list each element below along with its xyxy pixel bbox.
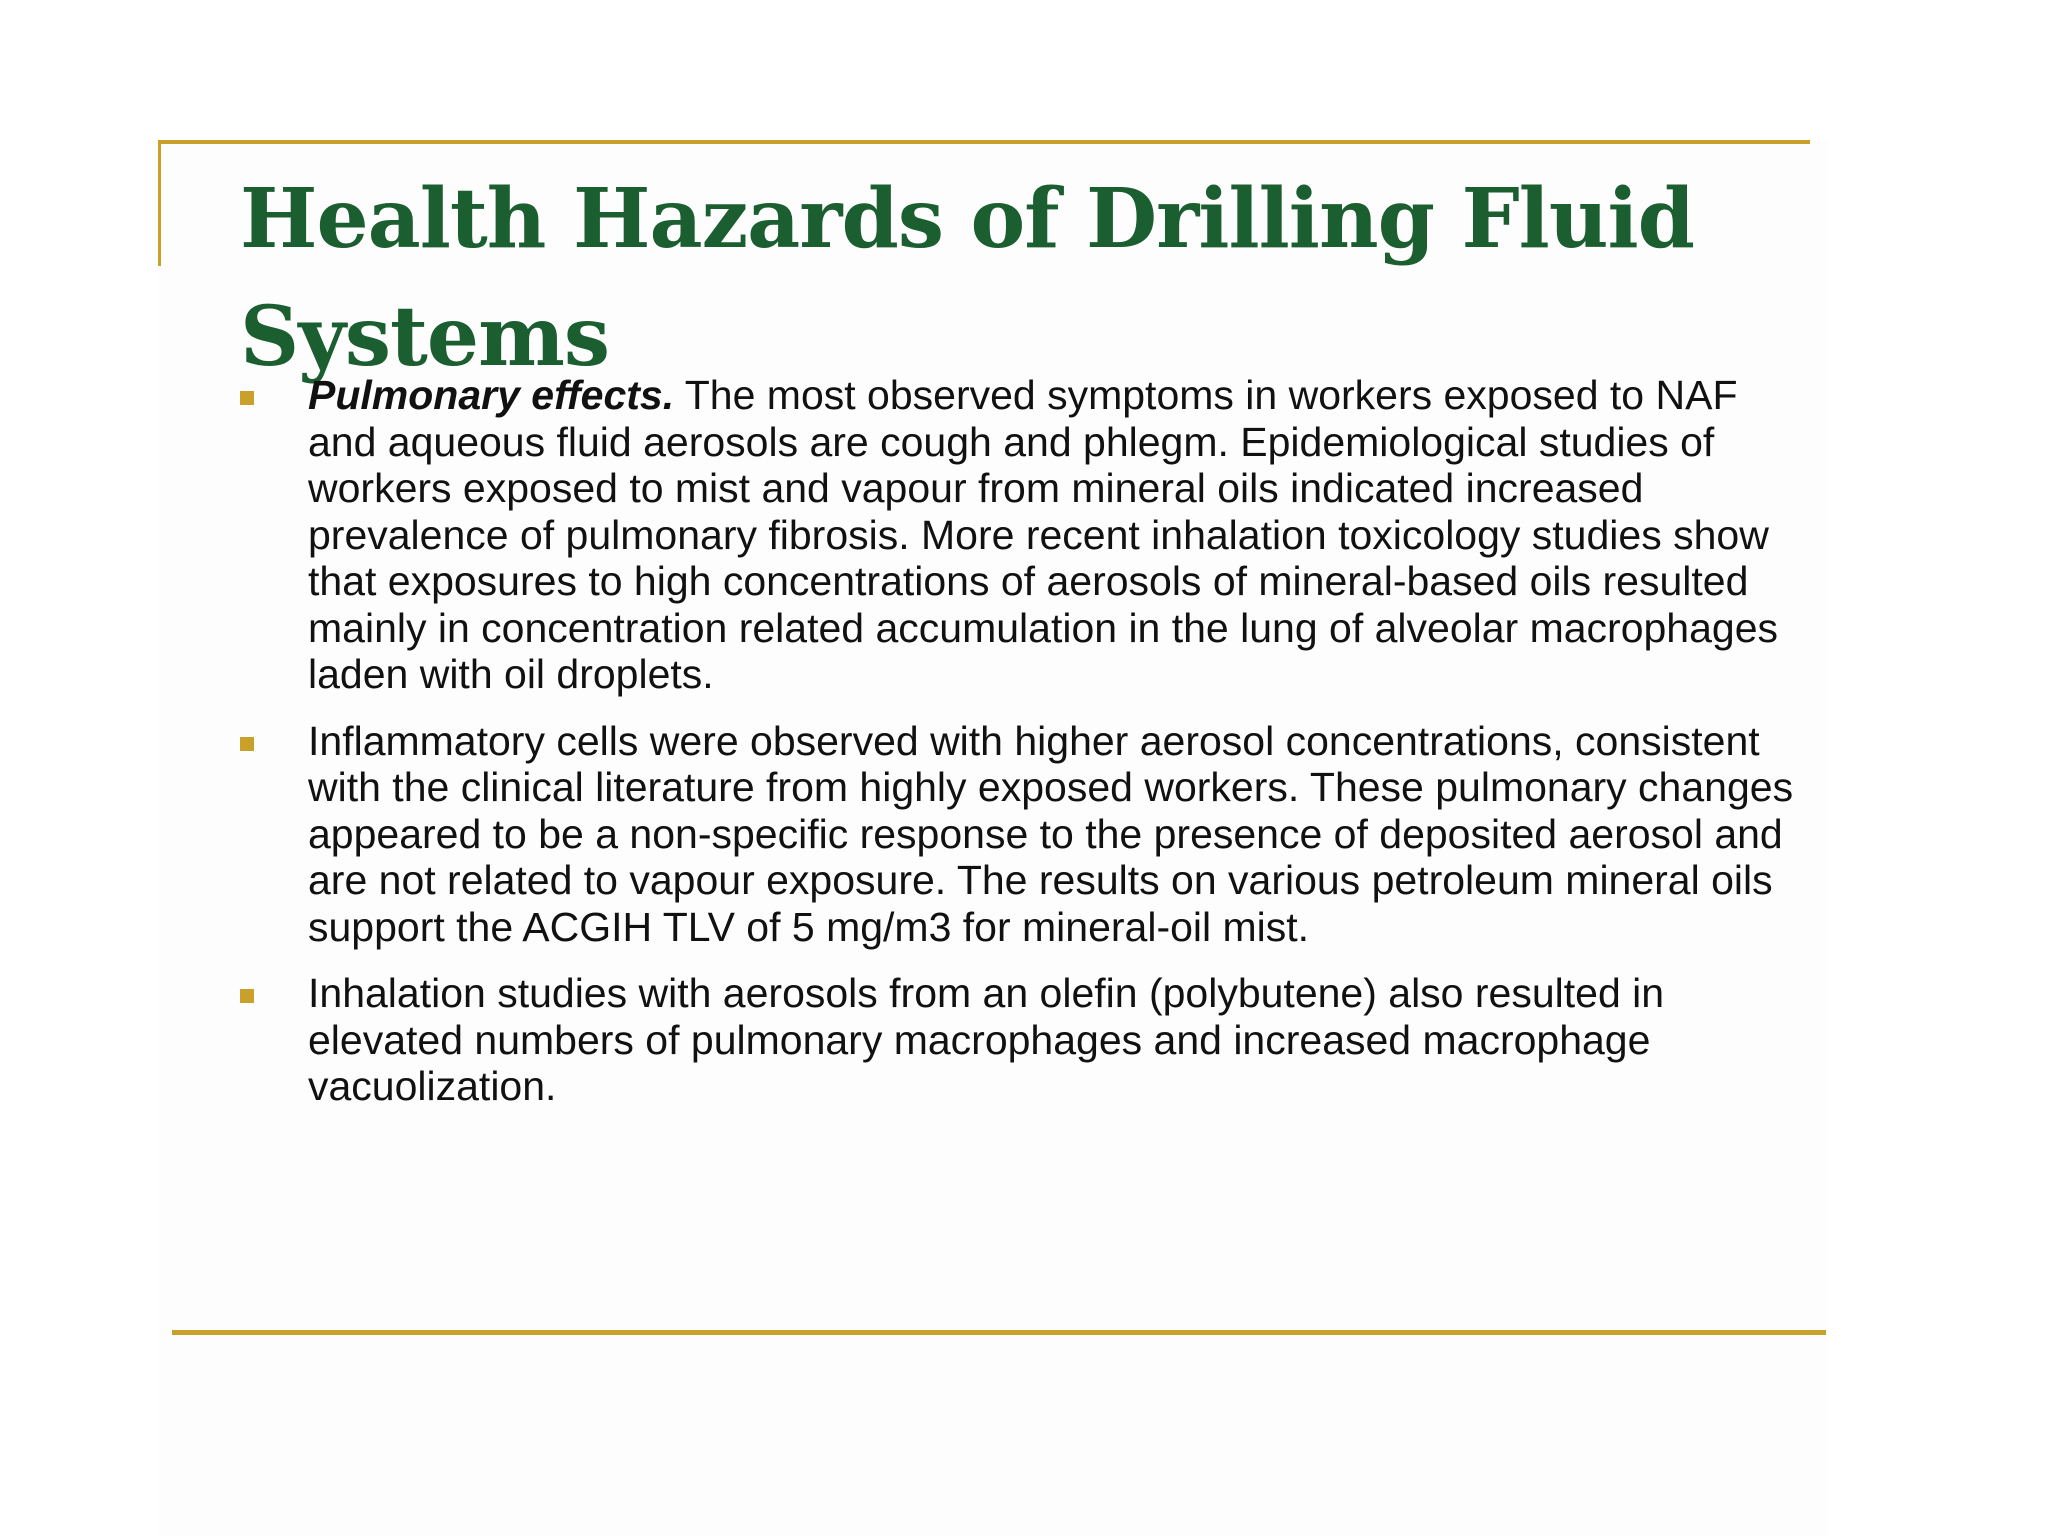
top-divider <box>158 140 1810 144</box>
slide-title: Health Hazards of Drilling Fluid Systems <box>240 171 1694 385</box>
square-bullet-icon <box>240 737 254 751</box>
bullet-list <box>240 372 1800 1130</box>
bullet-item-olefin-studies <box>240 970 1800 1110</box>
bullet-text: Inflammatory cells were observed with higher aerosol concentrations, consistent with the clinical literature from highly exposed workers. These pulmonary changes appeared to be a non-specific response to the presence of deposited aerosol and are not related to vapour exposure. The results on various petroleum mineral oils support the ACGIH TLV of 5 mg/m3 for mineral-oil mist. <box>308 717 1794 950</box>
bullet-item-inflammatory-cells <box>240 718 1800 951</box>
bullet-item-pulmonary-effects <box>240 372 1800 698</box>
square-bullet-icon <box>240 391 254 405</box>
bottom-divider <box>172 1330 1826 1335</box>
left-divider <box>158 140 161 266</box>
bullet-lead: Pulmonary effects. <box>308 372 675 418</box>
bullet-text: Inhalation studies with aerosols from an olefin (polybutene) also resulted in elevated numbers of pulmonary macrophages and increased macrophage vacuolization. <box>308 970 1665 1109</box>
bullet-text: The most observed symptoms in workers exposed to NAF and aqueous fluid aerosols are cough and phlegm. Epidemiological studies of workers exposed to mist and vapour from mineral oils indicated increased prevalence of pulmonary fibrosis. More recent inhalation toxicology studies show that exposures to high concentrations of aerosols of mineral-based oils resulted mainly in concentration related accumulation in the lung of alveolar macrophages laden with oil droplets. <box>308 372 1779 697</box>
square-bullet-icon <box>240 989 254 1003</box>
